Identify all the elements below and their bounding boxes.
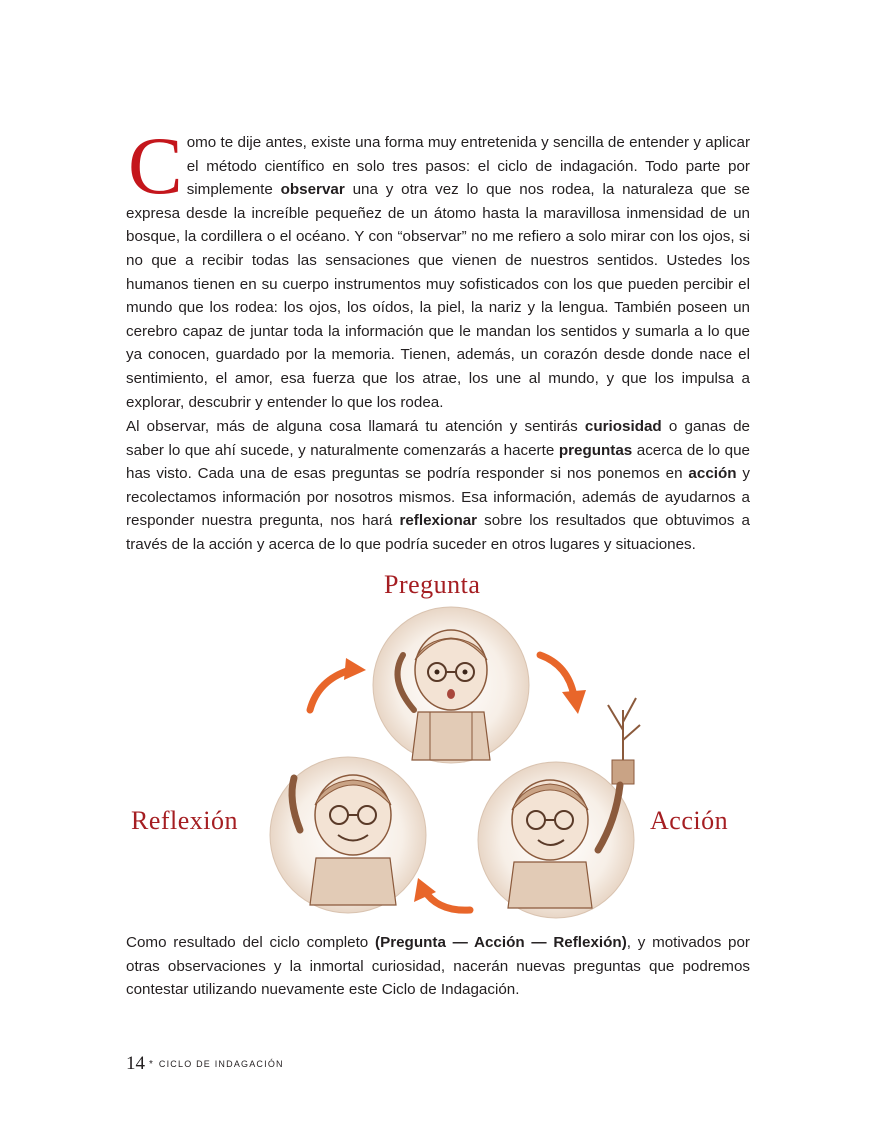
cycle-label-accion: Acción (650, 806, 729, 835)
bold-term: observar (280, 181, 345, 199)
text-run: y recolectamos información por nosotros mismos. Esa información, además de ayudarnos a responder nuestra pregunta, nos hará (126, 465, 750, 530)
bold-term: (Pregunta — Acción — Reflexión) (375, 934, 627, 951)
cycle-label-pregunta: Pregunta (384, 570, 481, 599)
page-footer (126, 1053, 284, 1075)
conclusion-paragraph (126, 931, 750, 1002)
bold-term: curiosidad (584, 418, 662, 435)
arrow-accion-to-reflexion (414, 878, 470, 910)
arrow-reflexion-to-pregunta (310, 658, 366, 710)
curiosity-paragraph (126, 415, 750, 557)
text-run: acerca de lo que has visto. Cada una de esas preguntas se podría responder si nos ponemos en (126, 441, 750, 483)
drop-cap: C (128, 120, 183, 211)
text-run: omo te dije antes, existe una forma muy entretenida y sencilla de entender y aplicar el método científico en solo tres pasos: el ciclo de indagación. Todo parte por simplemente (186, 134, 750, 199)
intro-paragraph (126, 120, 750, 414)
cycle-label-reflexion: Reflexión (131, 806, 239, 835)
footer-separator: * (149, 1058, 153, 1070)
pregunta-figure (373, 607, 529, 763)
inquiry-cycle-illustration (238, 600, 666, 925)
footer-title: CICLO DE INDAGACIÓN (158, 1059, 284, 1069)
bold-term: preguntas (558, 441, 633, 459)
text-run: sobre los resultados que obtuvimos a través de la acción y acerca de lo que podría suceder en otros lugares y situaciones. (126, 512, 750, 553)
bold-term: acción (688, 465, 737, 483)
reflexion-figure (270, 757, 426, 913)
text-run: una y otra vez lo que nos rodea, la naturaleza que se expresa desde la increíble pequeñez de un átomo hasta la maravillosa inmensidad de un bosque, la cordillera o el océano. Y con “observar” no me refiero a solo mirar con los ojos, si no que a recibir todas las sensaciones que vienen de nuestros sentidos. Ustedes los humanos tienen en su cuerpo instrumentos muy sofisticados con los que pueden percibir el mundo que los rodea: los ojos, los oídos, la piel, la nariz y la lengua. También poseen un cerebro capaz de juntar toda la información que le mandan los sentidos y sumarla a lo que ya conocen, guardado por la memoria. Tienen, además, un corazón desde donde nace el sentimiento, el amor, esa fuerza que los atrae, los une al mundo, y que los impulsa a explorar, descubrir y entender lo que los rodea. (126, 181, 750, 411)
arrow-pregunta-to-accion (540, 655, 586, 714)
bold-term: reflexionar (399, 512, 478, 530)
text-run: o ganas de saber lo que ahí sucede, y naturalmente comenzarás a hacerte (126, 418, 750, 459)
text-run: Como resultado del ciclo completo (126, 934, 376, 951)
text-run: , y motivados por otras observaciones y la inmortal curiosidad, nacerán nuevas preguntas que podremos contestar utilizando nuevamente este Ciclo de Indagación. (126, 934, 750, 999)
text-run: Al observar, más de alguna cosa llamará tu atención y sentirás (126, 418, 585, 435)
page-number: 14 (126, 1053, 145, 1074)
